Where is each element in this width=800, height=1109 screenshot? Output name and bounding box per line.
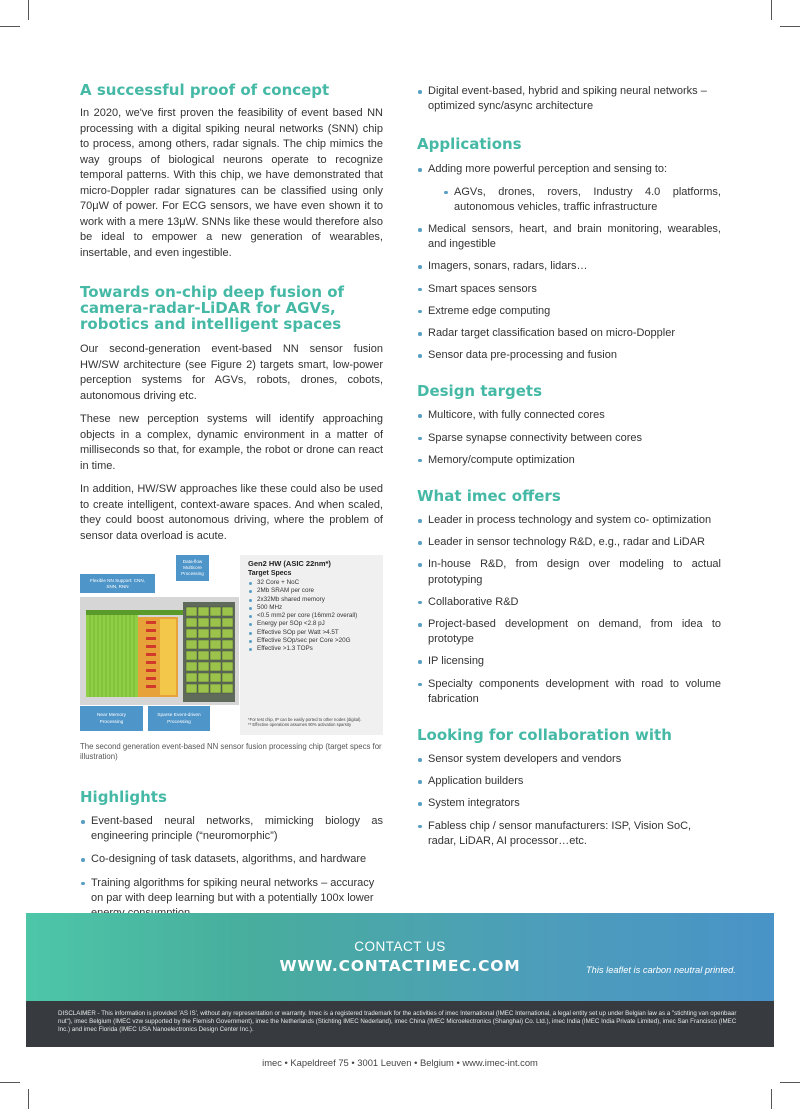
design-list: [417, 408, 721, 468]
carbon-neutral-note: This leaflet is carbon neutral printed.: [586, 965, 736, 975]
specs-subtitle: Target Specs: [248, 570, 292, 577]
list-item: IP licensing: [417, 654, 721, 669]
crop-mark: [780, 1082, 800, 1083]
sparse-label-line: Sparse Event-driven: [157, 713, 201, 718]
applications-list: [417, 162, 721, 363]
disclaimer: DISCLAIMER - This information is provided 'AS IS', without any representation or warranty. Imec is a registered trademark for the activities of imec International (IMEC International, a legal entity set up under Belgian law as a "stichting van openbaar nut"), imec Belgium (IMEC vzw supported by the Flemish Government), imec the Netherlands (Stichting IMEC Nederland), imec China (IMEC Microelectronics (Shanghai) Co. Ltd.), imec India (IMEC India Private Limited), imec San Francisco (IMEC Inc.) and imec Florida (IMEC USA Nanoelectronics Design Center Inc.).: [26, 1001, 774, 1047]
chip-diagram-image: [80, 555, 239, 735]
list-item: Leader in sensor technology R&D, e.g., radar and LiDAR: [417, 535, 721, 550]
specs-footnote: [248, 717, 378, 727]
list-item: Radar target classification based on micro-Doppler: [417, 326, 721, 341]
highlights-list: [80, 814, 383, 921]
specs-footnote-2: ** Effective operations assumes 90% activation sparsity: [248, 722, 352, 728]
right-column: [417, 78, 721, 849]
spec-item: Effective SOp/sec per Core >20G: [248, 637, 377, 645]
footer-address: imec • Kapeldreef 75 • 3001 Leuven • Belgium • www.imec-int.com: [262, 1057, 538, 1068]
fusion-paragraph: Our second-generation event-based NN sensor fusion HW/SW architecture (see Figure 2) targets smart, low-power perception systems for AGVs, robots, drones, cobots, autonomous driving etc.: [80, 343, 383, 402]
dataflow-label-line: Data-flow: [182, 559, 203, 564]
list-item: Sparse synapse connectivity between cores: [417, 431, 721, 446]
design-heading: Design targets: [417, 382, 543, 401]
nearmemory-label-line: Near Memory: [96, 713, 127, 718]
list-item: Specialty components development with road to volume fabrication: [417, 677, 721, 707]
list-item: Collaborative R&D: [417, 595, 721, 610]
offers-list: [417, 513, 721, 707]
proof-heading: A successful proof of concept: [80, 81, 330, 99]
spec-item: 32 Core + NoC: [248, 579, 377, 587]
highlights-heading: Highlights: [80, 788, 167, 806]
fusion-paragraph: These new perception systems will identify approaching objects in a complex, dynamic environment in a matter of milliseconds so that, for example, the robot or drone can react in time.: [80, 413, 383, 472]
specs-footnote-1: *For test chip, IP can be easily ported to other nodes (digital).: [248, 717, 362, 722]
specs-list: [248, 579, 377, 654]
list-item: Extreme edge computing: [417, 304, 721, 319]
list-item: Adding more powerful perception and sensing to:: [417, 162, 721, 177]
dataflow-label-line: Processing: [181, 571, 204, 576]
spec-item: <0.5 mm2 per core (16mm2 overall): [248, 612, 377, 620]
figure-caption: The second generation event-based NN sensor fusion processing chip (target specs for illustration): [80, 742, 382, 761]
nearmemory-label-box: [80, 706, 143, 731]
list-item: Application builders: [417, 774, 721, 789]
list-item: Multicore, with fully connected cores: [417, 408, 721, 423]
collab-heading: Looking for collaboration with: [417, 726, 672, 745]
list-item: In-house R&D, from design over modeling to actual prototyping: [417, 557, 721, 587]
spec-item: Energy per SOp <2.8 pJ: [248, 620, 377, 628]
spec-item: Effective SOp per Watt >4.5T: [248, 629, 377, 637]
crop-mark: [771, 0, 772, 20]
sparse-label-line: Processing: [167, 720, 191, 725]
list-item: AGVs, drones, rovers, Industry 4.0 platforms, autonomous vehicles, traffic infrastructure: [443, 185, 721, 215]
proof-body: In 2020, we've first proven the feasibility of event based NN processing with a digital spiking neural networks (SNN) chip to process, among others, radar signals. The chip mimics the way groups of biological neurons operate to recognize temporal patterns. With this chip, we have demonstrated that micro-Doppler radar signatures can be classified using only 70μW of power. For ECG sensors, we have even shown it to work with a mere 13μW. SNNs like these would therefore also be ideal to empower a new generation of wearables, insertable, and even ingestible.: [80, 107, 383, 259]
crop-mark: [28, 1089, 29, 1109]
list-item: Project-based development on demand, from idea to prototype: [417, 617, 721, 647]
crop-mark: [28, 0, 29, 20]
fusion-paragraph: In addition, HW/SW approaches like these could also be used to create intelligent, context-aware spaces. And when scaled, they could boost autonomous driving, where the problem of sensor data overload is acute.: [80, 483, 383, 542]
contact-url-link[interactable]: WWW.CONTACTIMEC.COM: [279, 957, 521, 975]
flexible-label-line: Flexible NN Support: CNN,: [90, 578, 145, 583]
spec-item: Effective >1.3 TOPs: [248, 645, 377, 653]
list-item: Imagers, sonars, radars, lidars…: [417, 259, 721, 274]
spec-item: 500 MHz: [248, 604, 377, 612]
list-item: Memory/compute optimization: [417, 453, 721, 468]
list-item: Medical sensors, heart, and brain monitoring, wearables, and ingestible: [417, 222, 721, 252]
spec-item: 2x32Mb shared memory: [248, 596, 377, 604]
list-item: Leader in process technology and system co- optimization: [417, 513, 721, 528]
applications-heading: Applications: [417, 135, 522, 154]
list-item: Sensor data pre-processing and fusion: [417, 348, 721, 363]
list-item: Smart spaces sensors: [417, 282, 721, 297]
dataflow-label-line: Multicore: [183, 565, 202, 570]
list-item: Sensor system developers and vendors: [417, 752, 721, 767]
nearmemory-label-line: Processing: [99, 720, 124, 725]
contact-label: CONTACT US: [354, 939, 446, 954]
crop-mark: [0, 26, 20, 27]
left-column: [80, 78, 383, 921]
offers-heading: What imec offers: [417, 487, 561, 506]
crop-mark: [0, 1082, 20, 1083]
specs-panel: [240, 555, 383, 735]
flexible-label-line: SNN, RNN: [106, 584, 129, 589]
list-item: Co-designing of task datasets, algorithms, and hardware: [80, 852, 383, 867]
sparse-label-box: [148, 706, 210, 731]
specs-title: Gen2 HW (ASIC 22nm*): [248, 559, 331, 568]
list-item: Event-based neural networks, mimicking biology as engineering principle (“neuromorphic”): [80, 814, 383, 844]
spec-item: 2Mb SRAM per core: [248, 587, 377, 595]
list-item: Digital event-based, hybrid and spiking neural networks – optimized sync/async architecture: [417, 84, 721, 114]
chip-figure: [80, 555, 383, 735]
fusion-heading: Towards on-chip deep fusion of camera-radar-LiDAR for AGVs, robotics and intelligent spaces: [80, 283, 345, 333]
crop-mark: [780, 26, 800, 27]
list-item: Training algorithms for spiking neural networks – accuracy on par with deep learning but with a potentially 100x lower: [80, 876, 383, 922]
collab-list: [417, 752, 721, 849]
list-item: System integrators: [417, 796, 721, 811]
top-list: [417, 84, 721, 114]
crop-mark: [771, 1089, 772, 1109]
list-item: Fabless chip / sensor manufacturers: ISP, Vision SoC, radar, LiDAR, AI processor…etc.: [417, 819, 721, 849]
